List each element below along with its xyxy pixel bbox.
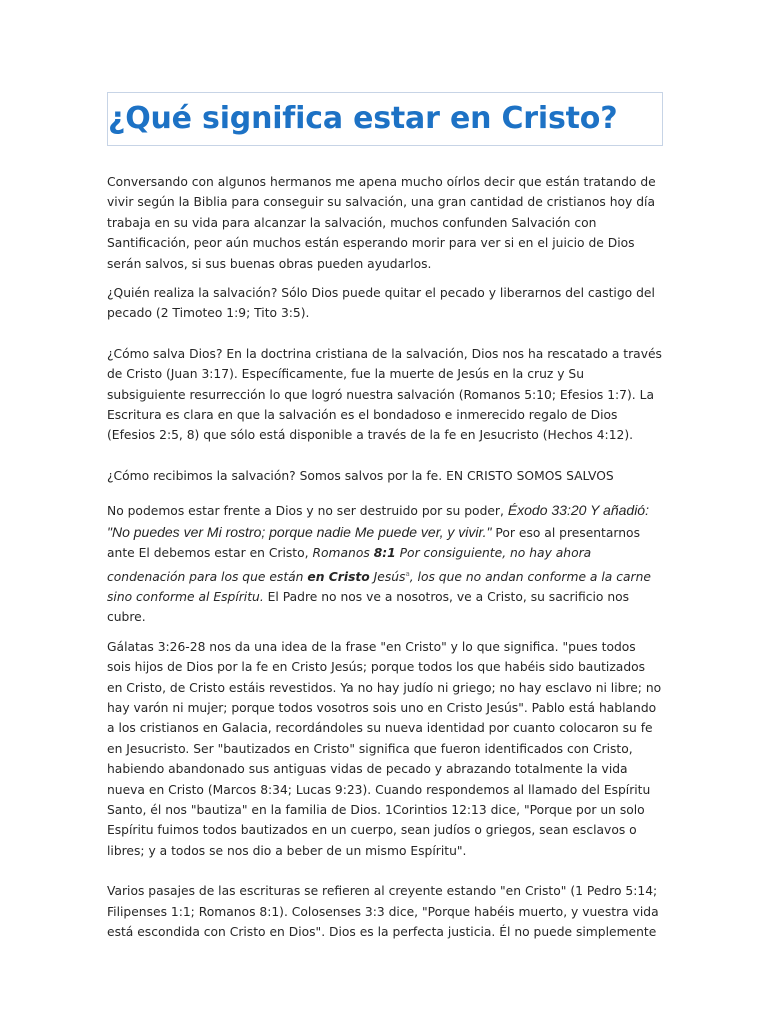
paragraph-galatians: Gálatas 3:26-28 nos da una idea de la frase "en Cristo" y lo que significa. "pues todos sois hijos de Dios por la fe en Cristo Jesús; porque todos los que habéis sido bautizados en Cristo, de Cristo estáis revestidos. Ya no hay judío ni griego; no hay esclavo ni libre; no hay varón ni mujer; porque todos vosotros sois uno en Cristo Jesús". Pablo está hablando a los cristianos en Galacia, recordándoles su nueva identidad por cuanto colocaron su fe en Jesucristo. Ser "bautizados en Cristo" significa que fueron identificados con Cristo, habiendo abandonado sus antiguas vidas de pecado y abrazando totalmente la vida nueva en Cristo (Marcos 8:34; Lucas 9:23). Cuando respondemos al llamado del Espíritu Santo, él nos "bautiza" en la familia de Dios. 1Corintios 12:13 dice, "Porque por un solo Espíritu fuimos todos bautizados en un cuerpo, sean judíos o griegos, sean esclavos o libres; y a todos se nos dio a beber de un mismo Espíritu". — [107, 639, 662, 858]
paragraph-intro: Conversando con algunos hermanos me apena mucho oírlos decir que están tratando de vivir según la Biblia para conseguir su salvación, una gran cantidad de cristianos hoy día trabaja en su vida para alcanzar la salvación, muchos confunden Salvación con Santificación, peor aún muchos están esperando morir para ver si en el juicio de Dios serán salvos, si sus buenas obras pueden ayudarlos. — [107, 175, 656, 271]
paragraph-how-receive: ¿Cómo recibimos la salvación? Somos salvos por la fe. EN CRISTO SOMOS SALVOS — [107, 468, 614, 483]
footnote-marker[interactable]: a — [405, 569, 410, 578]
paragraph-who-saves: ¿Quién realiza la salvación? Sólo Dios puede quitar el pecado y liberarnos del castigo del pecado (2 Timoteo 1:9; Tito 3:5). — [107, 286, 655, 321]
document-page — [107, 92, 663, 943]
romans-quote-part: , los que no andan conforme a la carne sino conforme al Espíritu. — [107, 569, 651, 604]
paragraph-in-christ — [107, 500, 663, 628]
text-segment: No podemos estar frente a Dios y no ser destruido por su poder, — [107, 504, 508, 519]
paragraph-how-saves: ¿Cómo salva Dios? En la doctrina cristiana de la salvación, Dios nos ha rescatado a través de Cristo (Juan 3:17). Específicamente, fue la muerte de Jesús en la cruz y Su subsiguiente resurrección lo que logró nuestra salvación (Romanos 5:10; Efesios 1:7). La Escritura es clara en que la salvación es el bondadoso e inmerecido regalo de Dios (Efesios 2:5, 8) que sólo está disponible a través de la fe en Jesucristo (Hechos 4:12). — [107, 346, 662, 443]
paragraph-scripture-passages: Varios pasajes de las escrituras se refieren al creyente estando "en Cristo" (1 Pedro 5:14; Filipenses 1:1; Romanos 8:1). Colosenses 3:3 dice, "Porque habéis muerto, y vuestra vida está escondida con Cristo en Dios". Dios es la perfecta justicia. Él no puede simplemente — [107, 884, 659, 940]
romans-quote-part: Por consiguiente, no hay ahora condenación para los que están — [107, 546, 592, 584]
text-segment: Por eso al presentarnos ante El debemos estar en Cristo, — [107, 525, 640, 561]
romans-verse-number: 8:1 — [373, 546, 396, 561]
romans-quote-part: Jesús — [369, 569, 406, 584]
title-box — [107, 92, 663, 146]
exodus-quote: Éxodo 33:20 Y añadió: "No puedes ver Mi rostro; porque nadie Me puede ver, y vivir." — [107, 502, 649, 540]
text-segment: El Padre no nos ve a nosotros, ve a Cristo, su sacrificio nos cubre. — [107, 590, 630, 625]
page-title: ¿Qué significa estar en Cristo? — [108, 101, 618, 136]
romans-emphasis: en Cristo — [307, 569, 370, 584]
romans-ref: Romanos — [312, 546, 374, 561]
